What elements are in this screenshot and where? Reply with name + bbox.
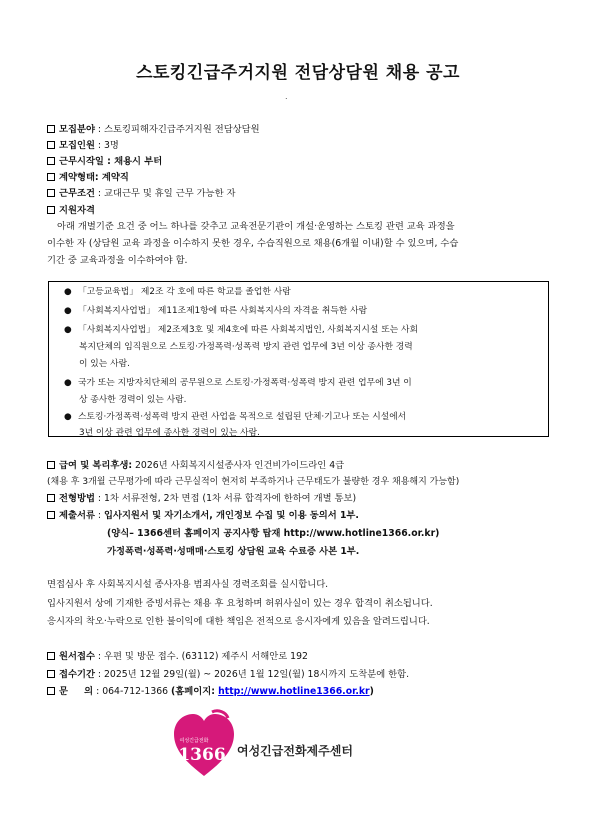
bullet-icon: ● xyxy=(64,325,72,335)
bullet-icon: ● xyxy=(64,287,72,297)
qualification-text: 아래 개별기준 요건 중 어느 하나를 갖추고 교육전문기관이 개설·운영하는 스토킹 관련 교육 과정을 xyxy=(57,221,455,232)
item-contact: 문 의 : 064-712-1366 (홈페이지: http://www.hotline1366.or.kr) xyxy=(47,685,374,699)
bullet-icon: ● xyxy=(64,306,72,316)
item-type: 계약형태: 계약직 xyxy=(47,171,129,185)
notice-line: 입사지원서 상에 기재한 증빙서류는 채용 후 요청하며 허위사실이 있는 경우 합격이 취소됩니다. xyxy=(47,598,433,609)
item-qualification: 지원자격 xyxy=(47,204,95,218)
qualification-text: 기간 중 교육과정을 이수하여야 함. xyxy=(47,255,188,266)
criteria-item-continued: 3년 이상 관련 업무에 종사한 경력이 있는 사람. xyxy=(79,428,260,438)
logo-small-text: 여성긴급전화 xyxy=(179,738,209,744)
checkbox-icon xyxy=(47,461,55,469)
criteria-item-continued: 상 종사한 경력이 있는 사람. xyxy=(79,395,187,405)
salary-note: (채용 후 3개월 근무평가에 따라 근무실적이 현저히 부족하거나 근무태도가 불량한 경우 채용해지 가능함) xyxy=(47,477,460,487)
item-start: 근무시작일 : 채용시 부터 xyxy=(47,155,162,169)
item-submission: 원서접수 : 우편 및 방문 접수. (63112) 제주시 서해안로 192 xyxy=(47,650,308,664)
checkbox-icon xyxy=(47,206,55,214)
checkbox-icon xyxy=(47,652,55,660)
qualification-text: 이수한 자 (상담원 교육 과정을 이수하지 못한 경우, 수습직원으로 채용(6개월 이내)할 수 있으며, 수습 xyxy=(47,238,459,249)
criteria-item: ● 국가 또는 지방자치단체의 공무원으로 스토킹·가정폭력·성폭력 방지 관련 업무에 3년 이 xyxy=(64,378,412,388)
notice-line: 면접심사 후 사회복지시설 종사자용 범죄사실 경력조회를 실시합니다. xyxy=(47,579,329,590)
checkbox-icon xyxy=(47,173,55,181)
documents-form-note: (양식– 1366센터 홈페이지 공지사항 탑재 http://www.hotline1366.or.kr) xyxy=(107,528,440,539)
checkbox-icon xyxy=(47,511,55,519)
checkbox-icon xyxy=(47,189,55,197)
page-title: 스토킹긴급주거지원 전담상담원 채용 공고 xyxy=(136,63,460,83)
item-count: 모집인원 : 3명 xyxy=(47,139,119,153)
bullet-icon: ● xyxy=(64,412,72,422)
item-period: 접수기간 : 2025년 12월 29일(월) ~ 2026년 1월 12일(월) 18시까지 도착분에 한함. xyxy=(47,668,409,682)
item-documents: 제출서류 : 입사지원서 및 자기소개서, 개인정보 수집 및 이용 동의서 1부. xyxy=(47,509,359,523)
homepage-link[interactable]: http://www.hotline1366.or.kr xyxy=(218,686,370,697)
item-salary: 급여 및 복리후생: 2026년 사회복지시설종사자 인건비가이드라인 4급 xyxy=(47,459,344,473)
checkbox-icon xyxy=(47,125,55,133)
criteria-item: ● 「고등교육법」 제2조 각 호에 따른 학교를 졸업한 사람 xyxy=(64,287,291,297)
checkbox-icon xyxy=(47,670,55,678)
checkbox-icon xyxy=(47,157,55,165)
criteria-item: ● 「사회복지사업법」 제2조제3호 및 제4호에 따른 사회복지법인, 사회복지시설 또는 사회 xyxy=(64,325,418,335)
heart-logo-icon xyxy=(172,708,236,784)
org-name: 여성긴급전화제주센터 xyxy=(237,744,353,758)
checkbox-icon xyxy=(47,141,55,149)
logo-number: 1366 xyxy=(178,745,226,765)
item-conditions: 근무조건 : 교대근무 및 휴일 근무 가능한 자 xyxy=(47,187,236,201)
bullet-icon: ● xyxy=(64,378,72,388)
checkbox-icon xyxy=(47,494,55,502)
documents-certificate: 가정폭력·성폭력·성매매·스토킹 상담원 교육 수료증 사본 1부. xyxy=(107,546,360,557)
criteria-item-continued: 복지단체의 임직원으로 스토킹·가정폭력·성폭력 방지 관련 업무에 3년 이상 종사한 경력 xyxy=(79,342,413,352)
separator-dot: . xyxy=(285,92,288,101)
checkbox-icon xyxy=(47,687,55,695)
notice-line: 응시자의 착오·누락으로 인한 불이익에 대한 책임은 전적으로 응시자에게 있음을 알려드립니다. xyxy=(47,616,430,627)
item-process: 전형방법 : 1차 서류전형, 2차 면접 (1차 서류 합격자에 한하여 개별 통보) xyxy=(47,492,356,506)
item-field: 모집분야 : 스토킹피해자긴급주거지원 전담상담원 xyxy=(47,123,260,137)
criteria-item: ● 「사회복지사업법」 제11조제1항에 따른 사회복지사의 자격을 취득한 사람 xyxy=(64,306,368,316)
criteria-item: ● 스토킹·가정폭력·성폭력 방지 관련 사업을 목적으로 설립된 단체·기고나 또는 시설에서 xyxy=(64,412,407,422)
criteria-item-continued: 이 있는 사람. xyxy=(79,359,130,369)
